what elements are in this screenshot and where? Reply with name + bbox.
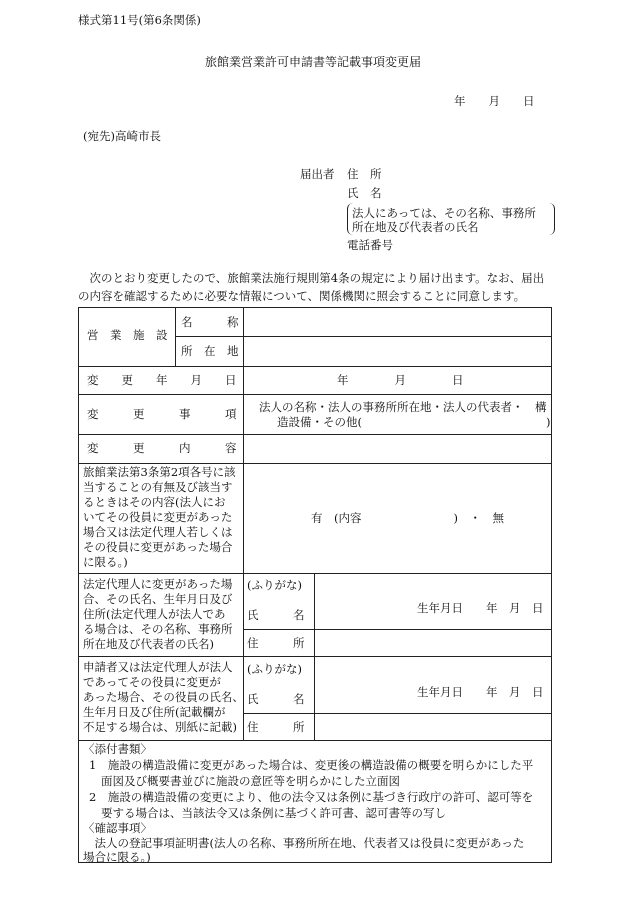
facility-label: 営 業 施 設 [87, 328, 168, 342]
statement-line-1: 次のとおり変更したので、旅館業法施行規則第4条の規定により届け出ます。なお、届出 [78, 271, 545, 285]
corp-note-line-2: 所在地及び代表者の氏名 [352, 220, 479, 234]
facility-name-label: 名 称 [181, 315, 239, 329]
legal-rep-label-5: 所在地及び代表者の氏名) [83, 637, 214, 651]
legal-rep-address-label: 住 所 [247, 636, 305, 650]
officer-name-label: 氏 名 [247, 692, 305, 706]
officer-label-5: 不足する場合は、別紙に記載) [83, 720, 237, 734]
officer-label-1: 申請者又は法定代理人が法人 [83, 660, 233, 674]
change-item-label: 変 更 事 項 [87, 407, 237, 421]
change-date-value[interactable]: 年 月 日 [337, 373, 464, 387]
statement-line-2: の内容を確認するために必要な情報について、関係機関に照会することに同意します。 [78, 289, 526, 303]
addressee: (宛先)高崎市長 [83, 129, 161, 143]
facility-location-label: 所 在 地 [181, 344, 239, 358]
confirmation-heading: 〈確認事項〉 [83, 821, 152, 835]
date-line: 年 月 日 [454, 94, 535, 108]
confirmation-line-1: 法人の登記事項証明書(法人の名称、事務所所在地、代表者又は役員に変更があった [83, 836, 525, 850]
change-content-value[interactable] [247, 438, 547, 458]
notifier-label: 届出者 [300, 167, 335, 181]
change-item-options-2[interactable]: 造設備・その他( ) [277, 415, 551, 429]
notification-table [78, 307, 552, 863]
officer-label-2: であってその役員に変更が [83, 675, 221, 689]
page-title: 旅館業営業許可申請書等記載事項変更届 [205, 55, 422, 69]
notifier-address-label: 住 所 [347, 167, 382, 181]
notifier-phone-label: 電話番号 [347, 238, 393, 252]
legal-rep-label-4: る場合は、その名称、事務所 [83, 622, 233, 636]
attachment-2-line-1: 2 施設の構造設備の変更により、他の法令又は条例に基づき行政庁の許可、認可等を [89, 790, 534, 804]
facility-location-value[interactable] [247, 341, 547, 361]
form-number: 様式第11号(第6条関係) [78, 13, 201, 27]
officer-address-label: 住 所 [247, 720, 305, 734]
disqualification-label-5: 場合又は法定代理人若しくは [83, 525, 233, 539]
attachment-2-line-2: 要する場合は、当該法令又は条例に基づく許可書、認可書等の写し [101, 806, 446, 820]
officer-label-4: 生年月日及び住所(記載欄が [83, 705, 226, 719]
disqualification-label-4: いてその役員に変更があった [83, 510, 233, 524]
confirmation-line-2: 場合に限る。) [83, 850, 151, 864]
disqualification-label-7: に限る。) [83, 555, 128, 569]
legal-rep-furigana-label: (ふりがな) [247, 578, 302, 592]
disqualification-label-1: 旅館業法第3条第2項各号に該 [83, 465, 236, 479]
officer-label-3: あった場合、その役員の氏名、 [83, 690, 244, 704]
legal-rep-birth-label[interactable]: 生年月日 年 月 日 [417, 601, 544, 615]
disqualification-label-2: 当することの有無及び該当す [83, 480, 233, 494]
legal-rep-label-2: 合、その氏名、生年月日及び [83, 592, 233, 606]
disqualification-label-3: るときはその内容(法人にお [83, 495, 226, 509]
disqualification-value[interactable]: 有 (内容 ) ・ 無 [311, 511, 504, 525]
attachment-1-line-2: 面図及び概要書並びに施設の意匠等を明らかにした立面図 [101, 774, 400, 788]
officer-birth-label[interactable]: 生年月日 年 月 日 [417, 685, 544, 699]
change-content-label: 変 更 内 容 [87, 441, 237, 455]
legal-rep-name-label: 氏 名 [247, 608, 305, 622]
change-date-label: 変 更 年 月 日 [87, 373, 237, 387]
attachments-heading: 〈添付書類〉 [83, 742, 152, 756]
disqualification-label-6: その役員に変更があった場合 [83, 540, 233, 554]
facility-name-value[interactable] [247, 313, 547, 333]
legal-rep-label-1: 法定代理人に変更があった場 [83, 577, 233, 591]
notifier-name-label: 氏 名 [347, 186, 382, 200]
corp-note-line-1: 法人にあっては、その名称、事務所 [352, 206, 536, 220]
legal-rep-label-3: 住所(法定代理人が法人であ [83, 607, 226, 621]
change-item-options-1[interactable]: 法人の名称・法人の事務所所在地・法人の代表者・ 構 [259, 400, 547, 414]
attachment-1-line-1: 1 施設の構造設備に変更があった場合は、変更後の構造設備の概要を明らかにした平 [89, 758, 534, 772]
officer-furigana-label: (ふりがな) [247, 662, 302, 676]
